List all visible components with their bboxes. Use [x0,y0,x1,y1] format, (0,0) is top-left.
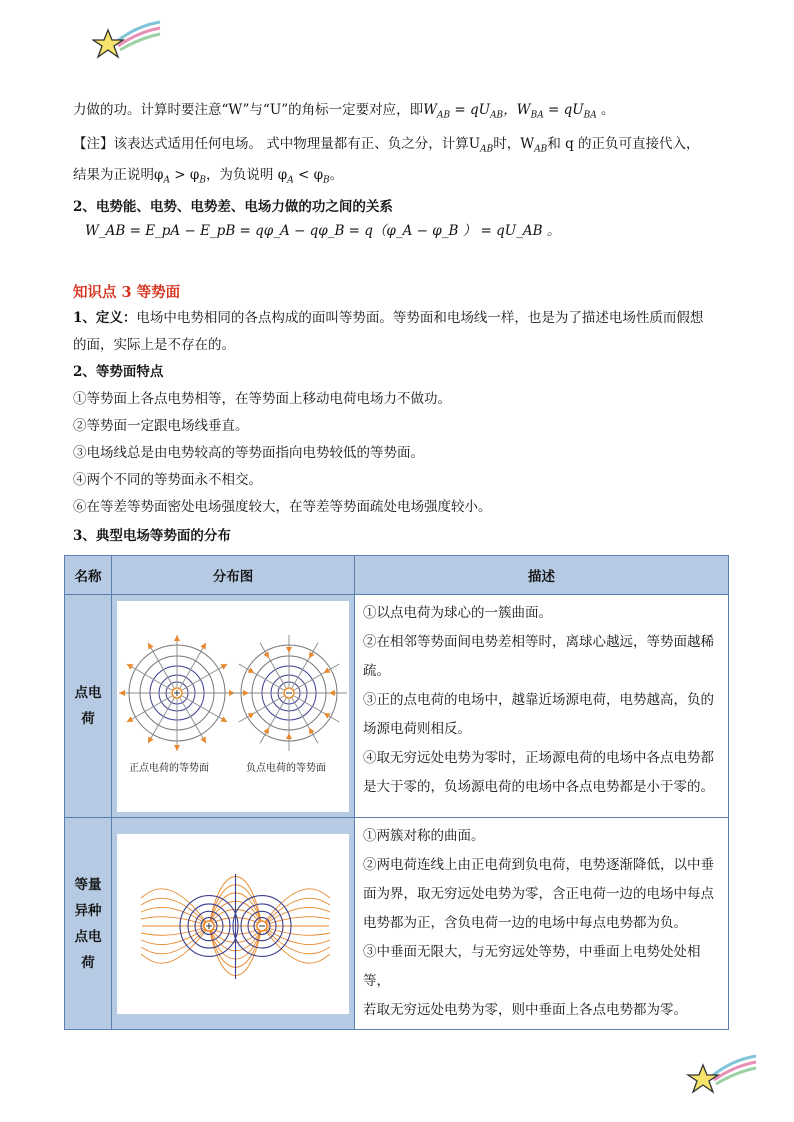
header-description: 描述 [355,556,729,595]
table-row [65,595,729,818]
relation-formula: W_AB = E_pA − E_pB = qφ_A − qφ_B = q（φ_A − φ_B ） = qU_AB 。 [85,223,561,239]
description-cell: ①两簇对称的曲面。 ②两电荷连线上由正电荷到负电荷，电势逐渐降低，以中垂 面为界，取无穷远处电势为零，含正电荷一边的电场中每点 电势都为正，含负电荷一边的电场中每点电势都为负。 ③中垂面无限大，与无穷远处等势，中垂面上电势处处相等， 若取无穷远处电势为零，则中垂面上各点电势都为零。 [355,818,729,1030]
field-line [141,916,209,925]
field-line [262,898,330,926]
note-line-2: 结果为正说明$\varphi_A > \varphi_B$，为负说明 $\varphi_A < \varphi_B$。 [73,167,344,186]
note-line: 【注】该表达式适用任何电场。 式中物理量都有正、负之分，计算$U_{AB}$时，$W_{AB}$和 q 的正负可直接代入， [73,136,700,155]
feature-item: ⑥在等差等势面密处电场强度较大，在等差等势面疏处电场强度较小。 [73,499,492,515]
field-line [262,888,330,925]
field-arrow [286,733,292,739]
shooting-star-icon [92,16,162,60]
field-arrow [174,635,180,641]
field-line [262,926,330,954]
field-line [141,898,209,926]
field-line [141,888,209,925]
row-name: 等量 异种 点电 荷 [65,818,112,1030]
knowledge-point-title: 知识点 3 等势面 [73,284,181,301]
definition-line-2: 的面，实际上是不存在的。 [73,337,235,353]
row-name: 点电 荷 [65,595,112,818]
field-arrow [286,647,292,653]
field-line [141,926,209,935]
shooting-star-icon [686,1050,758,1096]
feature-item: ③电场线总是由电势较高的等势面指向电势较低的等势面。 [73,445,424,461]
field-line [262,916,330,925]
field-line [141,926,209,963]
field-line [141,926,209,954]
features-heading: 2、等势面特点 [73,364,164,380]
table-row [65,818,729,1030]
positive-charge-diagram [119,635,235,751]
header-name: 名称 [65,556,112,595]
field-arrow [329,690,335,696]
figure-cell [112,818,355,1030]
equipotential-table [64,555,729,1030]
field-line [262,926,330,935]
field-arrow [243,690,249,696]
dipole-diagram [141,874,330,979]
header-figure: 分布图 [112,556,355,595]
field-arrow [119,690,125,696]
point-charge-equipotential-figure [117,601,350,812]
section-2-heading: 2、电势能、电势、电势差、电场力做的功之间的关系 [73,199,393,215]
field-arrow [174,745,180,751]
definition-line-1: 1、定义：电场中电势相同的各点构成的面叫等势面。等势面和电场线一样，也是为了描述电场性质而假想 [73,310,704,326]
feature-item: ①等势面上各点电势相等，在等势面上移动电荷电场力不做功。 [73,391,451,407]
feature-item: ④两个不同的等势面永不相交。 [73,472,262,488]
negative-caption: 负点电荷的等势面 [246,762,326,774]
description-cell: ①以点电荷为球心的一簇曲面。 ②在相邻等势面间电势差相等时，离球心越远，等势面越稀 疏。 ③正的点电荷的电场中，越靠近场源电荷，电势越高，负的 场源电荷则相反。 ④取无穷远处电势为零时，正场源电荷的电场中各点电势都 是大于零的，负场源电荷的电场中各点电势都是小于零的。 [355,595,729,818]
table-header-row [65,556,729,595]
distribution-heading: 3、典型电场等势面的分布 [73,528,231,544]
field-line [262,926,330,963]
negative-charge-diagram [231,635,347,751]
dipole-equipotential-figure [117,834,350,1014]
feature-item: ②等势面一定跟电场线垂直。 [73,418,249,434]
intro-line-1: 力做的功。计算时要注意“W”与“U”的角标一定要对应，即$W_{AB} = qU_{AB}$，$W_{BA} = qU_{BA}$ 。 [73,102,615,121]
positive-caption: 正点电荷的等势面 [129,762,209,774]
figure-cell [112,595,355,818]
